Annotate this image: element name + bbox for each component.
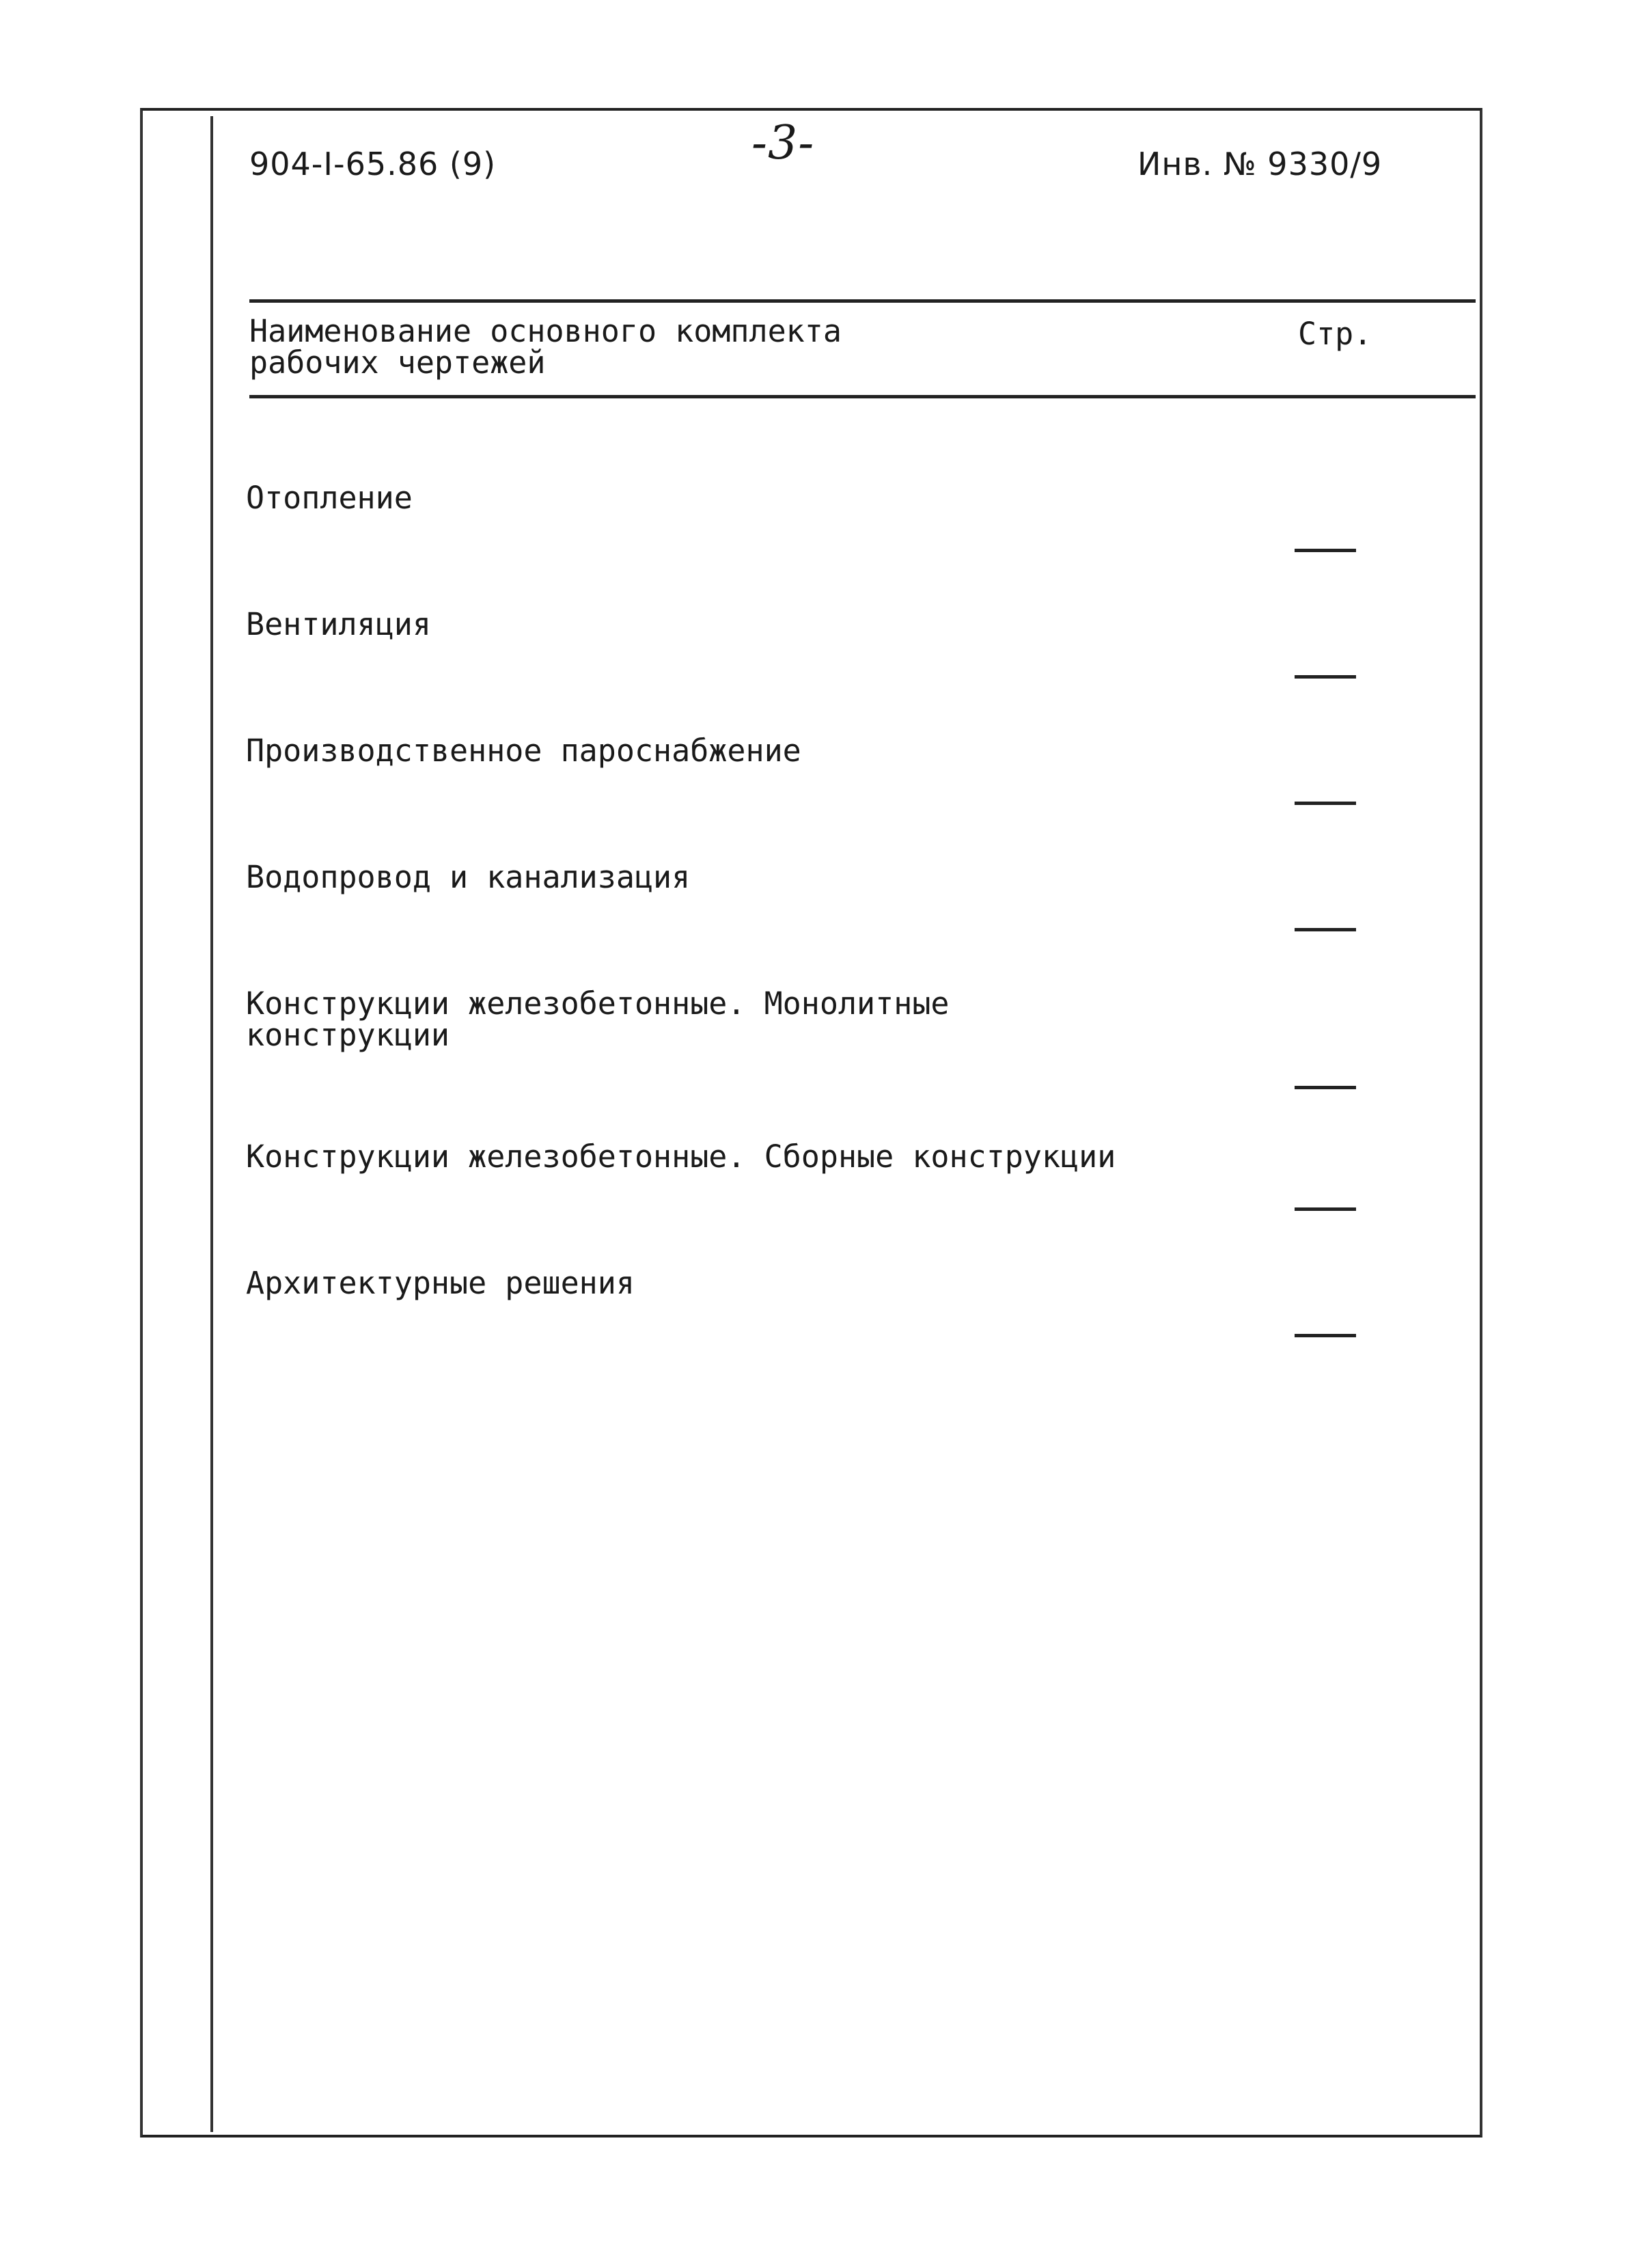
list-item [246,577,1476,672]
column-header-name: Наименование основного комплекта рабочих чертежей [249,313,842,381]
item-label: Конструкции железобетонные. Сборные конструкции [246,1138,1116,1175]
item-label: Архитектурные решения [246,1265,635,1301]
item-label: Конструкции железобетонные. Монолитные конструкции [246,985,950,1053]
drawing-set-list [246,451,1476,1363]
document-code: 904-I-65.86 (9) [249,146,497,182]
page-dash [1295,549,1356,552]
item-label: Производственное пароснабжение [246,733,801,769]
list-item [246,830,1476,925]
inventory-number: Инв. № 9330/9 [1137,146,1383,182]
page-dash [1295,1207,1356,1211]
item-label: Водопровод и канализация [246,859,691,895]
column-header-page: Стр. [1298,316,1372,352]
item-label: Вентиляция [246,606,431,642]
list-item [246,1236,1476,1330]
page-dash [1295,1334,1356,1337]
page-dash [1295,1086,1356,1089]
list-item [246,451,1476,545]
binding-margin-line [210,116,213,2132]
page-dash [1295,675,1356,679]
list-item [246,957,1476,1082]
table-top-rule [249,299,1476,303]
list-item [246,704,1476,798]
page-number: -3- [751,116,815,170]
item-label: Отопление [246,480,413,516]
page-dash [1295,928,1356,931]
list-item [246,1110,1476,1204]
page-dash [1295,802,1356,805]
table-header-rule [249,395,1476,398]
